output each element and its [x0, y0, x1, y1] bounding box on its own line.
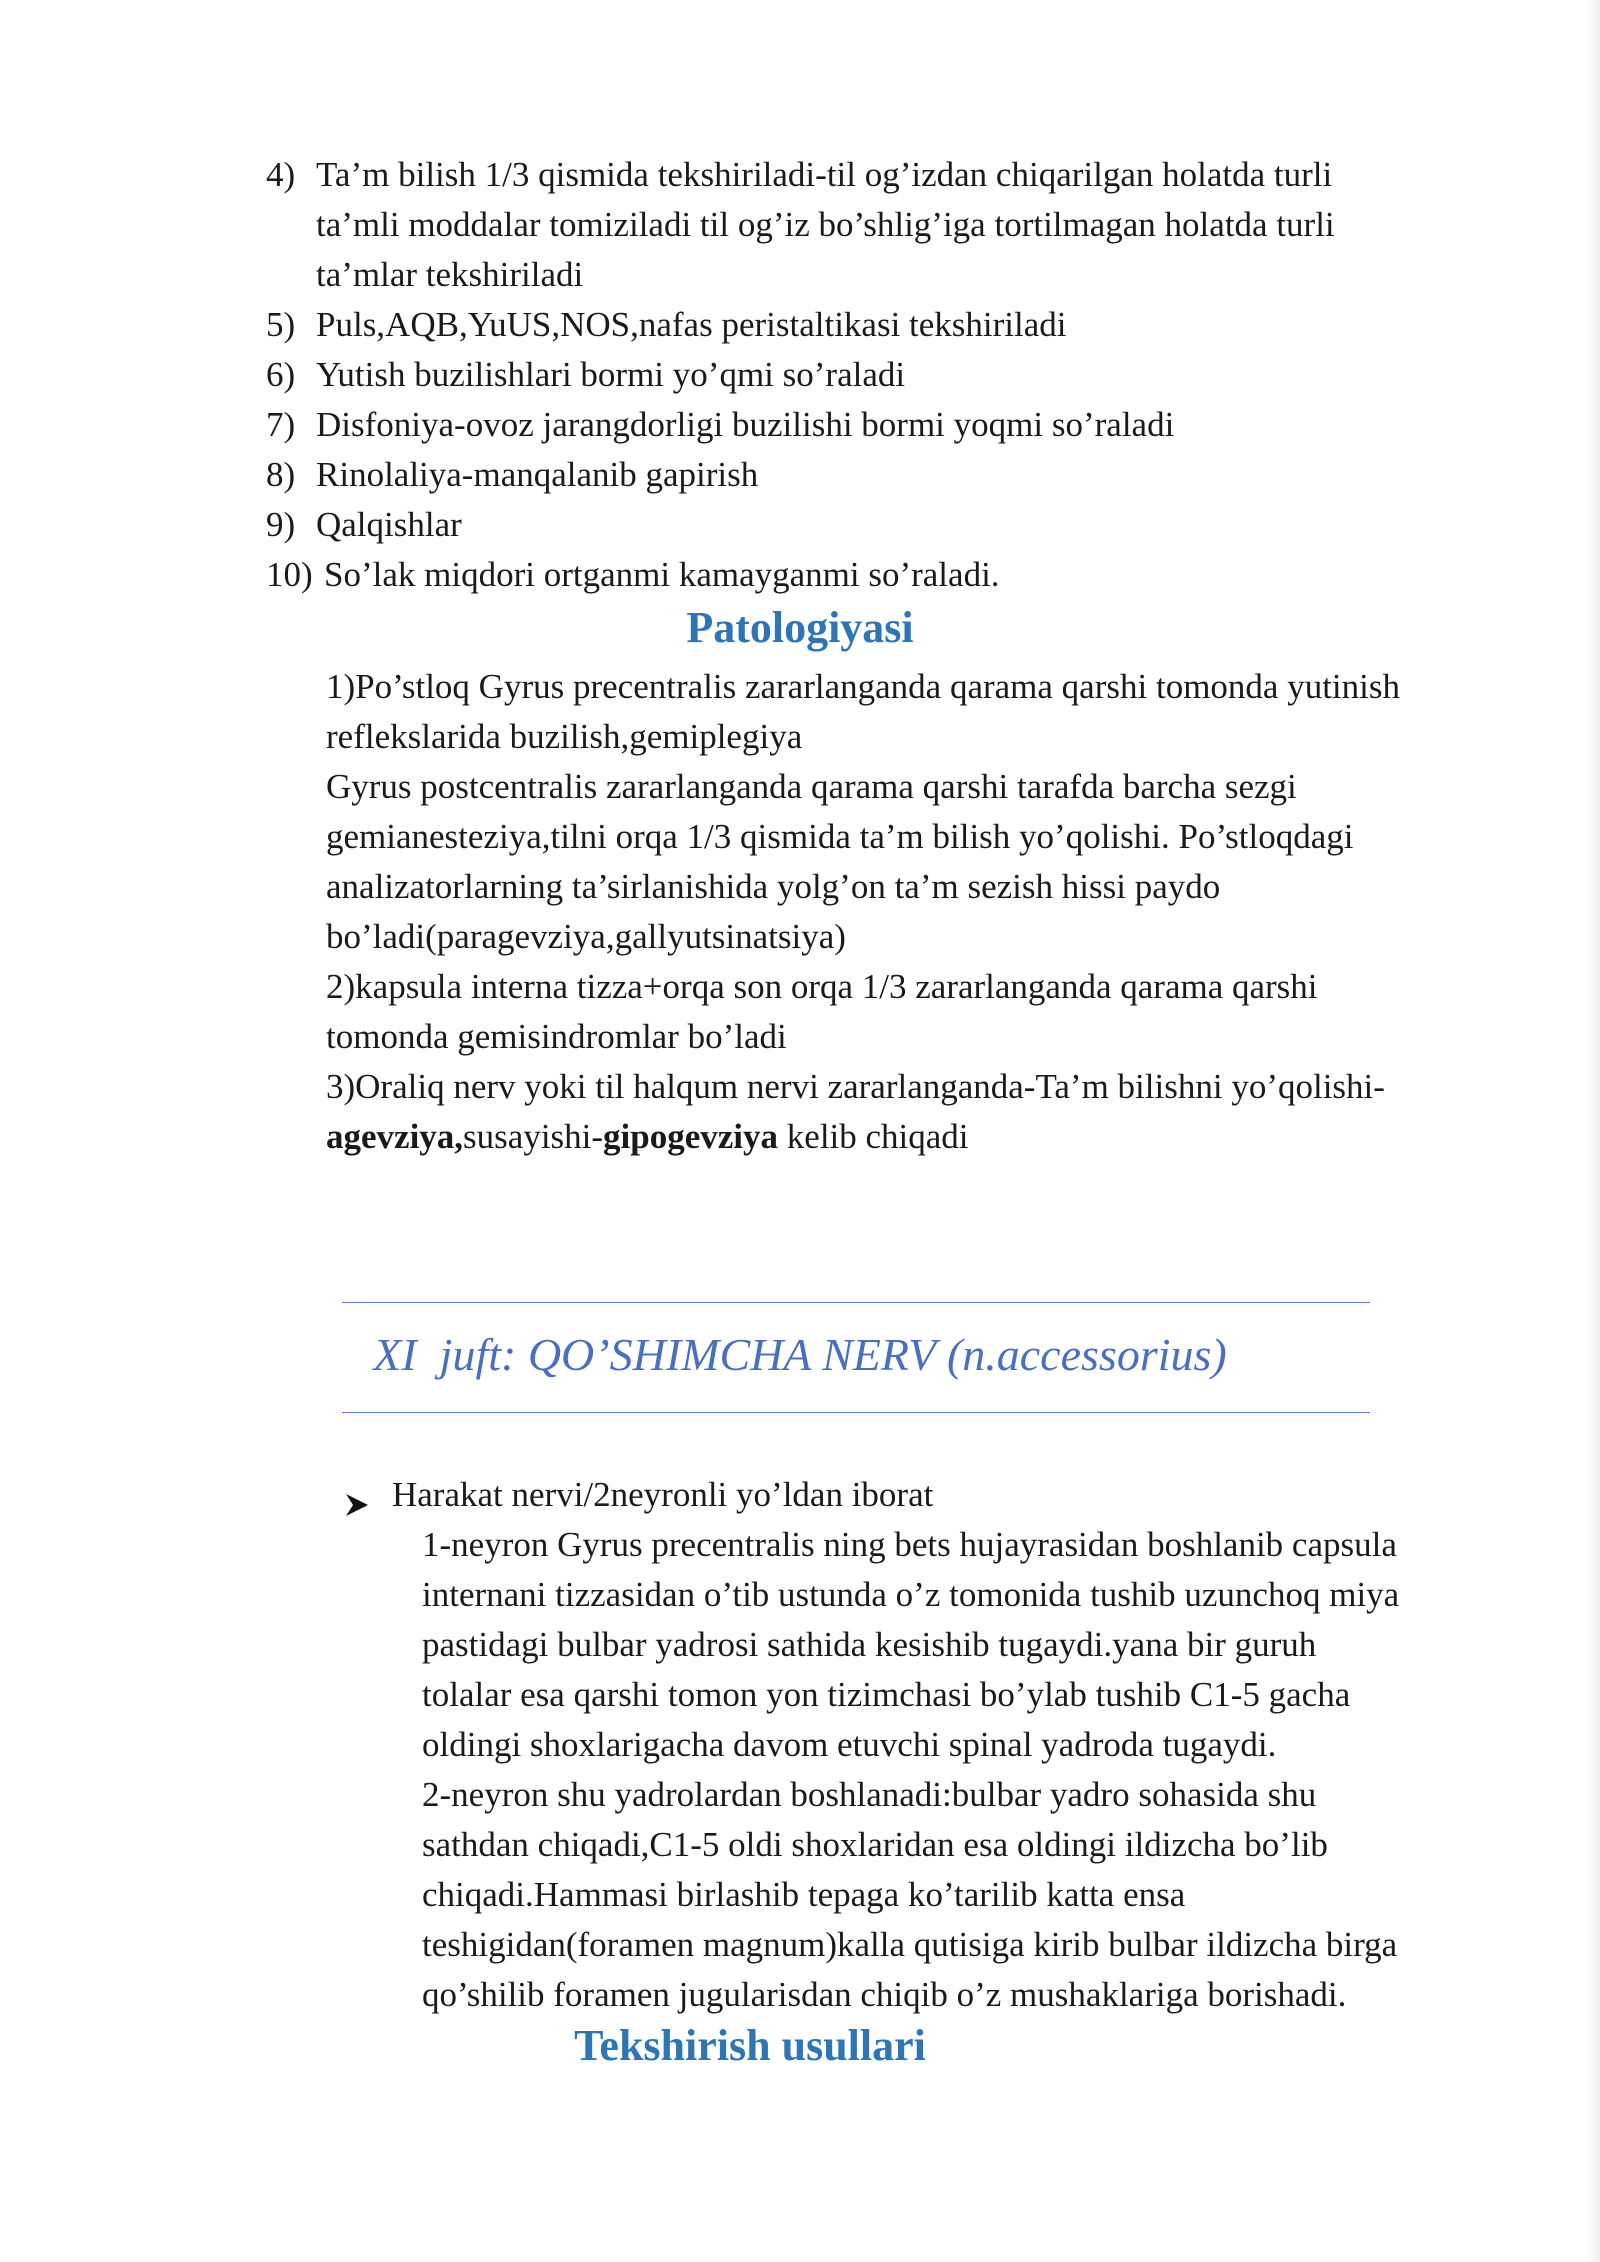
bullet-text: Harakat nervi/2neyronli yo’ldan iborat	[392, 1475, 934, 1514]
list-text: So’lak miqdori ortganmi kamayganmi so’raladi.	[324, 555, 1000, 594]
description-line: tolalar esa qarshi tomon yon tizimchasi bo’ylab tushib C1-5 gacha	[422, 1675, 1351, 1714]
list-text: Disfoniya-ovoz jarangdorligi buzilishi bormi yoqmi so’raladi	[316, 405, 1175, 444]
list-text: Ta’m bilish 1/3 qismida tekshiriladi-til og’izdan chiqarilgan holatda turli	[316, 155, 1333, 194]
description-line: pastidagi bulbar yadrosi sathida kesishib tugaydi.yana bir guruh	[422, 1625, 1317, 1664]
description-line: sathdan chiqadi,C1-5 oldi shoxlaridan esa oldingi ildizcha bo’lib	[422, 1825, 1328, 1864]
list-text: Rinolaliya-manqalanib gapirish	[316, 455, 759, 494]
list-text: Yutish buzilishlari bormi yo’qmi so’raladi	[316, 355, 906, 394]
plain-text: kelib chiqadi	[778, 1117, 969, 1156]
list-number: 10)	[266, 555, 313, 594]
description-line: chiqadi.Hammasi birlashib tepaga ko’tarilib katta ensa	[422, 1875, 1186, 1914]
pathology-final-line	[326, 1112, 1526, 1162]
description-line: 1-neyron Gyrus precentralis ning bets hujayrasidan boshlanib capsula	[422, 1525, 1397, 1564]
bullet-item	[344, 1470, 933, 1520]
page-edge-shadow	[1586, 0, 1600, 2262]
pathology-line: 3)Oraliq nerv yoki til halqum nervi zararlanganda-Ta’m bilishni yo’qolishi-	[326, 1067, 1385, 1106]
list-item	[266, 400, 1466, 450]
pathology-line: gemianesteziya,tilni orqa 1/3 qismida ta’m bilish yo’qolishi. Po’stloqdagi	[326, 817, 1354, 856]
pathology-line: tomonda gemisindromlar bo’ladi	[326, 1017, 787, 1056]
top-divider	[342, 1302, 1370, 1303]
list-number: 7)	[266, 405, 296, 444]
list-item	[266, 150, 1466, 300]
neuron-description	[422, 1520, 1582, 2020]
description-line: oldingi shoxlarigacha davom etuvchi spinal yadroda tugaydi.	[422, 1725, 1277, 1764]
plain-text: susayishi-	[463, 1117, 604, 1156]
description-line: 2-neyron shu yadrolardan boshlanadi:bulbar yadro sohasida shu	[422, 1775, 1317, 1814]
list-text: Puls,AQB,YuUS,NOS,nafas peristaltikasi tekshiriladi	[316, 305, 1067, 344]
list-number: 4)	[266, 155, 296, 194]
bottom-divider	[342, 1412, 1370, 1413]
section-xi-title: XI juft: QO’SHIMCHA NERV (n.accessorius)	[373, 1329, 1227, 1380]
list-item	[266, 550, 1466, 600]
list-item	[266, 350, 1466, 400]
examination-list	[266, 150, 1466, 600]
arrow-bullet-icon	[344, 1482, 370, 1508]
bold-term-gipogevziya: gipogevziya	[603, 1117, 779, 1156]
pathology-line: analizatorlarning ta’sirlanishida yolg’on ta’m sezish hissi paydo	[326, 867, 1221, 906]
description-line: internani tizzasidan o’tib ustunda o’z tomonida tushib uzunchoq miya	[422, 1575, 1400, 1614]
description-line: qo’shilib foramen jugularisdan chiqib o’z mushaklariga borishadi.	[422, 1975, 1347, 2014]
pathology-line: bo’ladi(paragevziya,gallyutsinatsiya)	[326, 917, 846, 956]
description-line: teshigidan(foramen magnum)kalla qutisiga kirib bulbar ildizcha birga	[422, 1925, 1398, 1964]
list-number: 8)	[266, 455, 296, 494]
list-text: Qalqishlar	[316, 505, 462, 544]
list-text-continuation: ta’mlar tekshiriladi	[316, 255, 584, 294]
methods-heading: Tekshirish usullari	[574, 2021, 926, 2070]
list-text-continuation: ta’mli moddalar tomiziladi til og’iz bo’shlig’iga tortilmagan holatda turli	[316, 205, 1335, 244]
pathology-text	[326, 662, 1526, 1162]
pathology-line: 2)kapsula interna tizza+orqa son orqa 1/3 zararlanganda qarama qarshi	[326, 967, 1318, 1006]
list-item	[266, 500, 1466, 550]
list-number: 6)	[266, 355, 296, 394]
bold-term-agevziya: agevziya,	[326, 1117, 464, 1156]
list-number: 5)	[266, 305, 296, 344]
list-number: 9)	[266, 505, 296, 544]
pathology-line: reflekslarida buzilish,gemiplegiya	[326, 717, 803, 756]
pathology-heading: Patologiyasi	[686, 603, 914, 652]
pathology-line: Gyrus postcentralis zararlanganda qarama qarshi tarafda barcha sezgi	[326, 767, 1297, 806]
list-item	[266, 300, 1466, 350]
pathology-line: 1)Po’stloq Gyrus precentralis zararlanganda qarama qarshi tomonda yutinish	[326, 667, 1400, 706]
list-item	[266, 450, 1466, 500]
